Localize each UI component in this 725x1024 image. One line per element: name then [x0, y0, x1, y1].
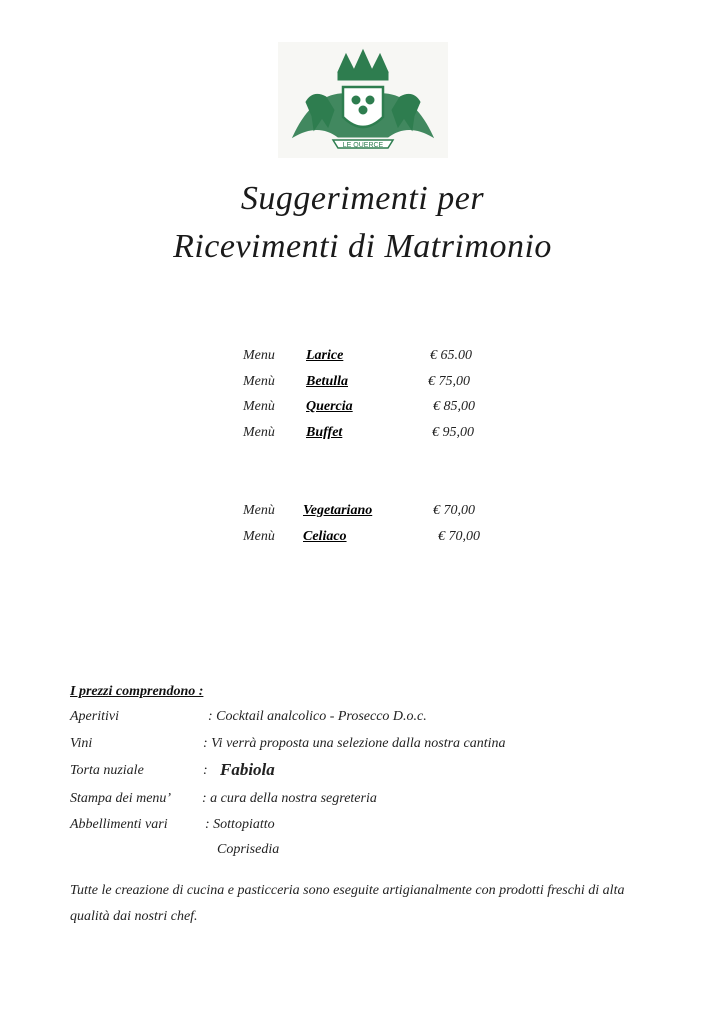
menu-label: Menù: [243, 399, 275, 414]
menu-label: Menù: [243, 529, 275, 544]
menu-price: € 75,00: [428, 374, 470, 389]
menu-row-celiaco: [243, 529, 503, 551]
menu-row-betulla: [243, 374, 503, 396]
includes-key: Abbellimenti vari: [70, 817, 168, 832]
includes-row-abbellimenti: [70, 817, 670, 839]
includes-row-aperitivi: [70, 709, 670, 731]
crest-logo-icon: [278, 42, 448, 158]
menu-row-larice: [243, 348, 503, 370]
cake-name: Fabiola: [220, 760, 275, 779]
includes-row-torta: [70, 760, 670, 785]
menu-price: € 70,00: [438, 529, 480, 544]
menu-name: Buffet: [306, 425, 343, 440]
includes-row-vini: [70, 736, 670, 758]
menu-row-quercia: [243, 399, 503, 421]
menu-name: Celiaco: [303, 529, 347, 544]
includes-key: Stampa dei menu’: [70, 791, 172, 806]
includes-key: Vini: [70, 736, 93, 751]
includes-value: Coprisedia: [217, 842, 280, 857]
menu-price: € 70,00: [433, 503, 475, 518]
menu-name: Quercia: [306, 399, 353, 414]
menu-label: Menu: [243, 348, 275, 363]
includes-key: Torta nuziale: [70, 763, 144, 778]
includes-heading: I prezzi comprendono :: [70, 684, 204, 699]
footer-note: Tutte le creazione di cucina e pasticceria sono eseguite artigianalmente con prodotti freschi di alta qualità dai nostri chef.: [70, 883, 625, 924]
includes-value: : Sottopiatto: [205, 817, 275, 832]
menu-price: € 65.00: [430, 348, 472, 363]
includes-value: :: [203, 763, 208, 778]
page-title-line1: Suggerimenti per: [240, 180, 485, 217]
menu-label: Menù: [243, 425, 275, 440]
includes-row-coprisedia: [70, 842, 670, 864]
crest-logo-text: LE QUERCE: [342, 142, 384, 149]
menu-row-buffet: [243, 425, 503, 447]
includes-value: : Vi verrà proposta una selezione dalla nostra cantina: [203, 736, 506, 751]
menu-price: € 85,00: [433, 399, 475, 414]
page-title-line2: Ricevimenti di Matrimonio: [173, 228, 552, 265]
menu-label: Menù: [243, 374, 275, 389]
includes-value: : a cura della nostra segreteria: [202, 791, 377, 806]
menu-row-vegetariano: [243, 503, 503, 525]
menu-price: € 95,00: [432, 425, 474, 440]
includes-row-stampa: [70, 791, 670, 813]
includes-value: : Cocktail analcolico - Prosecco D.o.c.: [208, 709, 427, 724]
menu-label: Menù: [243, 503, 275, 518]
menu-name: Betulla: [306, 374, 349, 389]
menu-name: Larice: [306, 348, 344, 363]
includes-key: Aperitivi: [70, 709, 119, 724]
menu-name: Vegetariano: [303, 503, 373, 518]
